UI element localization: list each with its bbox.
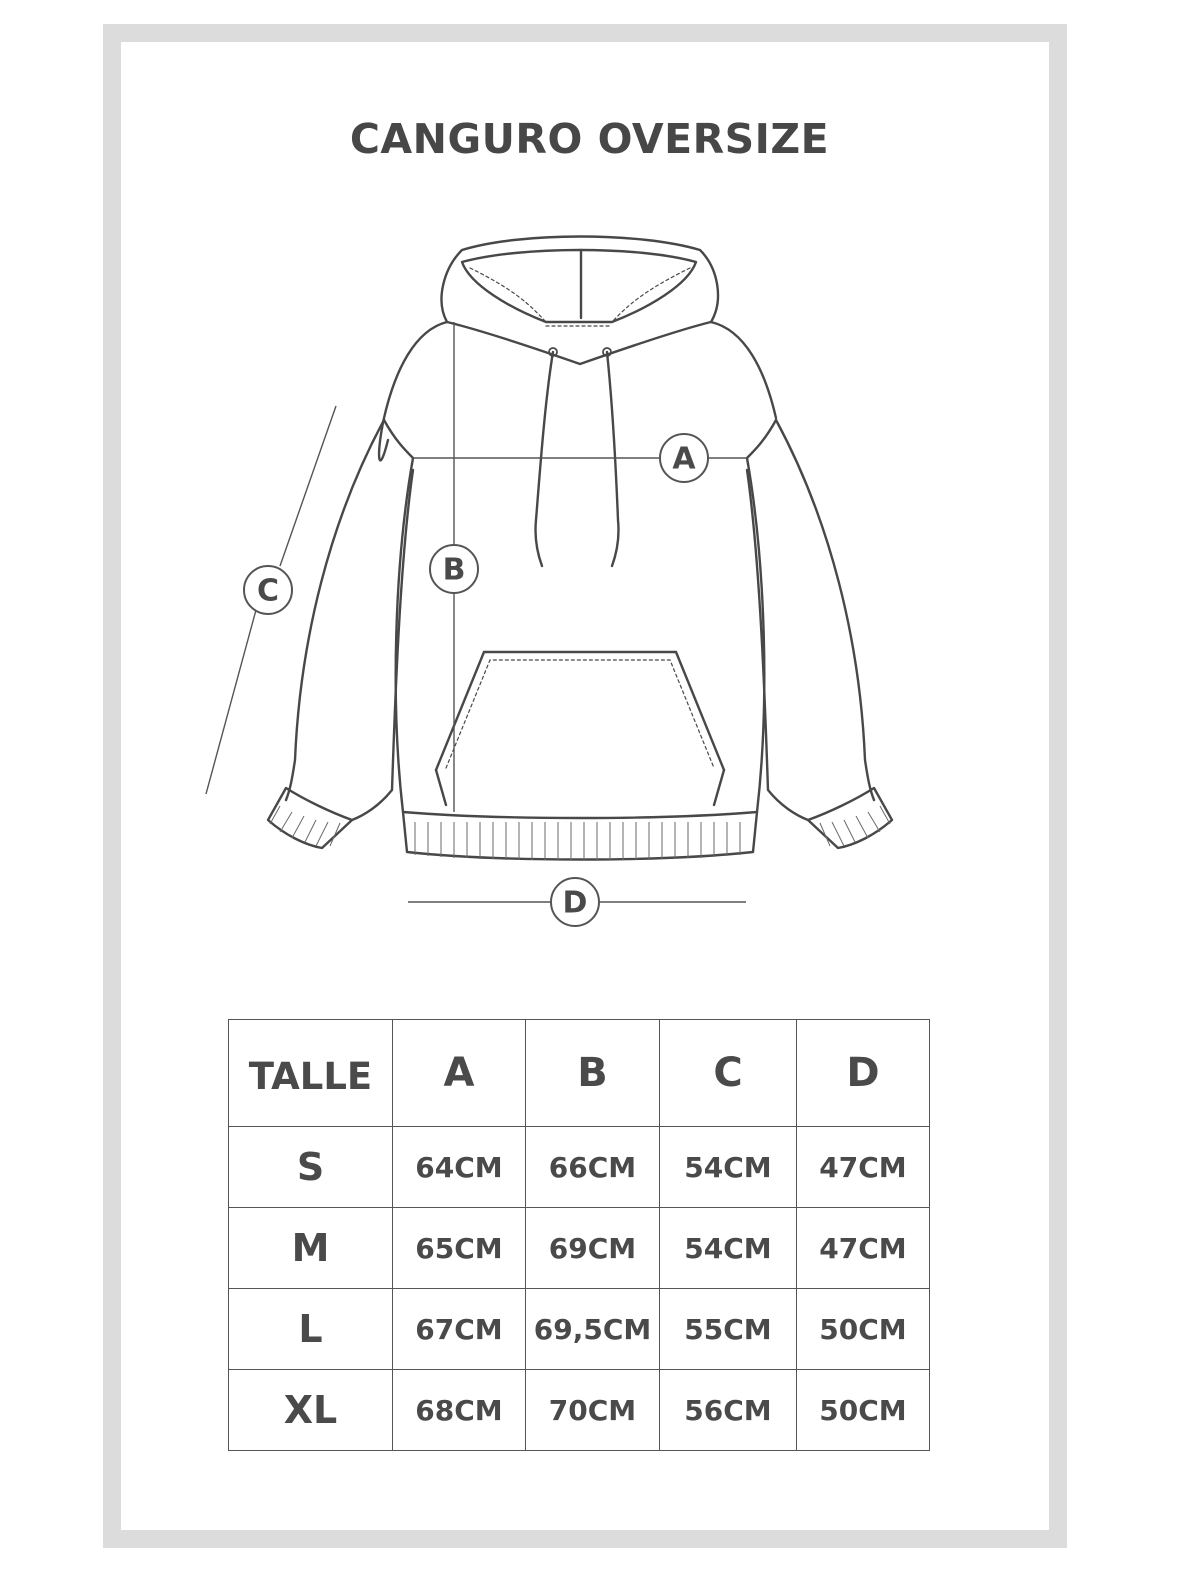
header-c: C — [660, 1020, 797, 1127]
table-cell: 50CM — [797, 1370, 930, 1451]
measure-lines — [206, 322, 747, 902]
table-row — [229, 1127, 930, 1208]
label-c: C — [256, 573, 280, 609]
label-b: B — [442, 552, 466, 588]
size-cell: L — [229, 1289, 393, 1370]
table-cell: 50CM — [797, 1289, 930, 1370]
size-cell: M — [229, 1208, 393, 1289]
table-cell: 56CM — [660, 1370, 797, 1451]
table-header-row — [229, 1020, 930, 1127]
size-cell: XL — [229, 1370, 393, 1451]
table-cell: 47CM — [797, 1127, 930, 1208]
size-table — [228, 1019, 930, 1451]
table-row — [229, 1370, 930, 1451]
table-cell: 66CM — [526, 1127, 660, 1208]
table-cell: 54CM — [660, 1208, 797, 1289]
table-row — [229, 1208, 930, 1289]
table-cell: 55CM — [660, 1289, 797, 1370]
table-cell: 69,5CM — [526, 1289, 660, 1370]
label-a: A — [672, 441, 696, 477]
page-title: CANGURO OVERSIZE — [349, 115, 830, 163]
table-cell: 65CM — [393, 1208, 526, 1289]
table-row — [229, 1289, 930, 1370]
size-cell: S — [229, 1127, 393, 1208]
table-cell: 67CM — [393, 1289, 526, 1370]
table-cell: 54CM — [660, 1127, 797, 1208]
header-talle: TALLE — [229, 1020, 393, 1127]
table-cell: 69CM — [526, 1208, 660, 1289]
header-a: A — [393, 1020, 526, 1127]
table-cell: 70CM — [526, 1370, 660, 1451]
table-cell: 64CM — [393, 1127, 526, 1208]
header-b: B — [526, 1020, 660, 1127]
label-d: D — [562, 885, 588, 921]
header-d: D — [797, 1020, 930, 1127]
measure-line-c — [280, 406, 336, 566]
hoodie-icon — [268, 237, 892, 860]
table-cell: 47CM — [797, 1208, 930, 1289]
table-cell: 68CM — [393, 1370, 526, 1451]
